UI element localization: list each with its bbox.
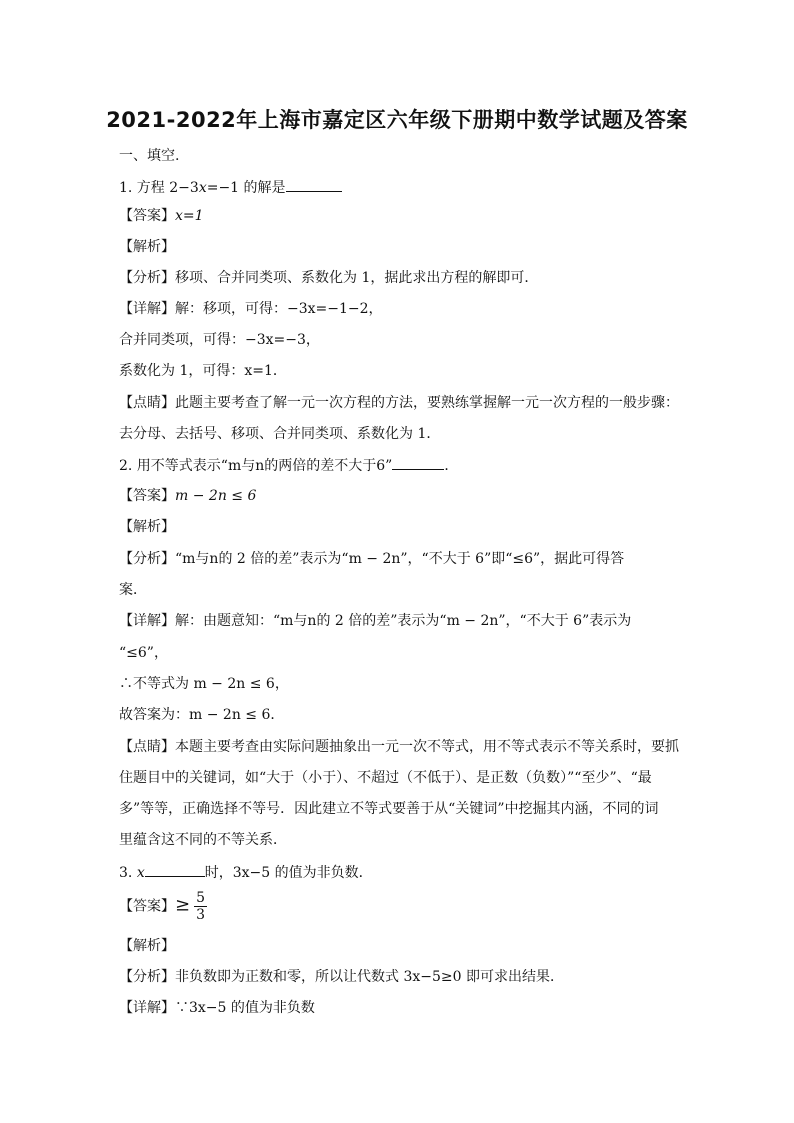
question-1-stem <box>119 177 342 198</box>
question-3-fenxi: 【分析】非负数即为正数和零，所以让代数式 3x−5≥0 即可求出结果． <box>119 969 564 985</box>
question-2-step-3: 故答案为：m − 2n ≤ 6． <box>119 707 285 723</box>
analysis-tag: 【解析】 <box>119 519 175 535</box>
answer-value: m − 2n ≤ 6 <box>175 488 257 504</box>
answer-tag: 【答案】 <box>119 898 175 915</box>
answer-symbol: ≥ <box>175 894 191 916</box>
question-2-xiangjie-1: 【详解】解：由题意知：“m与n的 2 倍的差”表示为“m − 2n”，“不大于 6”表示为 <box>119 613 632 629</box>
document-title: 2021-2022年上海市嘉定区六年级下册期中数学试题及答案 <box>106 108 688 132</box>
question-3-answer <box>119 890 207 923</box>
answer-tag: 【答案】 <box>119 208 175 224</box>
question-2-fenxi-1: 【分析】“m与n的 2 倍的差”表示为“m − 2n”，“不大于 6”即“≤6”，据此可得答 <box>119 551 625 567</box>
question-2-stem <box>119 455 458 476</box>
question-3-xiangjie: 【详解】∵3x−5 的值为非负数 <box>119 1000 315 1016</box>
question-1-step-3: 系数化为 1，可得：x=1． <box>119 363 287 379</box>
analysis-tag: 【解析】 <box>119 239 175 255</box>
question-1-dianjing-1: 【点睛】此题主要考查了解一元一次方程的方法，要熟练掌握解一元一次方程的一般步骤： <box>119 395 679 411</box>
question-1-fenxi: 【分析】移项、合并同类项、系数化为 1，据此求出方程的解即可． <box>119 270 539 286</box>
question-1-answer <box>119 206 204 226</box>
question-2-answer <box>119 486 256 506</box>
question-2-stem-end: ． <box>444 458 459 474</box>
question-1-dianjing-2: 去分母、去括号、移项、合并同类项、系数化为 1． <box>119 426 441 442</box>
question-3-stem <box>119 862 373 883</box>
question-2-dianjing-4: 里蕴含这不同的不等关系． <box>119 832 287 848</box>
question-3-variable: x <box>136 865 145 881</box>
analysis-tag: 【解析】 <box>119 938 175 954</box>
question-1-variable: x <box>198 180 207 196</box>
question-1-stem-b: =−1 的解是 <box>206 180 286 196</box>
question-1-stem-a: 1. 方程 2−3 <box>119 180 199 196</box>
question-1-step-2: 合并同类项，可得：−3x=−3， <box>119 332 320 348</box>
answer-value: x=1 <box>175 208 204 224</box>
question-1-xiangjie: 【详解】解：移项，可得：−3x=−1−2， <box>119 301 383 317</box>
answer-blank <box>286 177 342 192</box>
question-2-dianjing-3: 多”等等，正确选择不等号．因此建立不等式要善于从“关键词”中挖掘其内涵，不同的词 <box>119 801 659 817</box>
section-heading: 一、填空. <box>119 148 180 164</box>
question-3-stem-a: 3. <box>119 865 137 881</box>
question-2-dianjing-1: 【点睛】本题主要考查由实际问题抽象出一元一次不等式，用不等式表示不等关系时，要抓 <box>119 739 679 755</box>
question-2-step-2: ∴不等式为 m − 2n ≤ 6， <box>119 676 289 692</box>
question-2-stem-text: 2. 用不等式表示“m与n的两倍的差不大于6” <box>119 458 393 474</box>
answer-blank <box>392 455 444 470</box>
answer-tag: 【答案】 <box>119 488 175 504</box>
fraction-numerator: 5 <box>196 890 206 906</box>
question-2-xiangjie-2: “≤6”， <box>119 645 168 661</box>
fraction-denominator: 3 <box>196 907 206 923</box>
question-2-fenxi-2: 案． <box>119 582 147 598</box>
question-2-dianjing-2: 住题目中的关键词，如“大于（小于）、不超过（不低于）、是正数（负数）”“至少”、“最 <box>119 770 652 786</box>
question-3-stem-b: 时，3x−5 的值为非负数． <box>204 865 373 881</box>
answer-blank <box>145 862 205 877</box>
answer-fraction <box>194 890 207 923</box>
